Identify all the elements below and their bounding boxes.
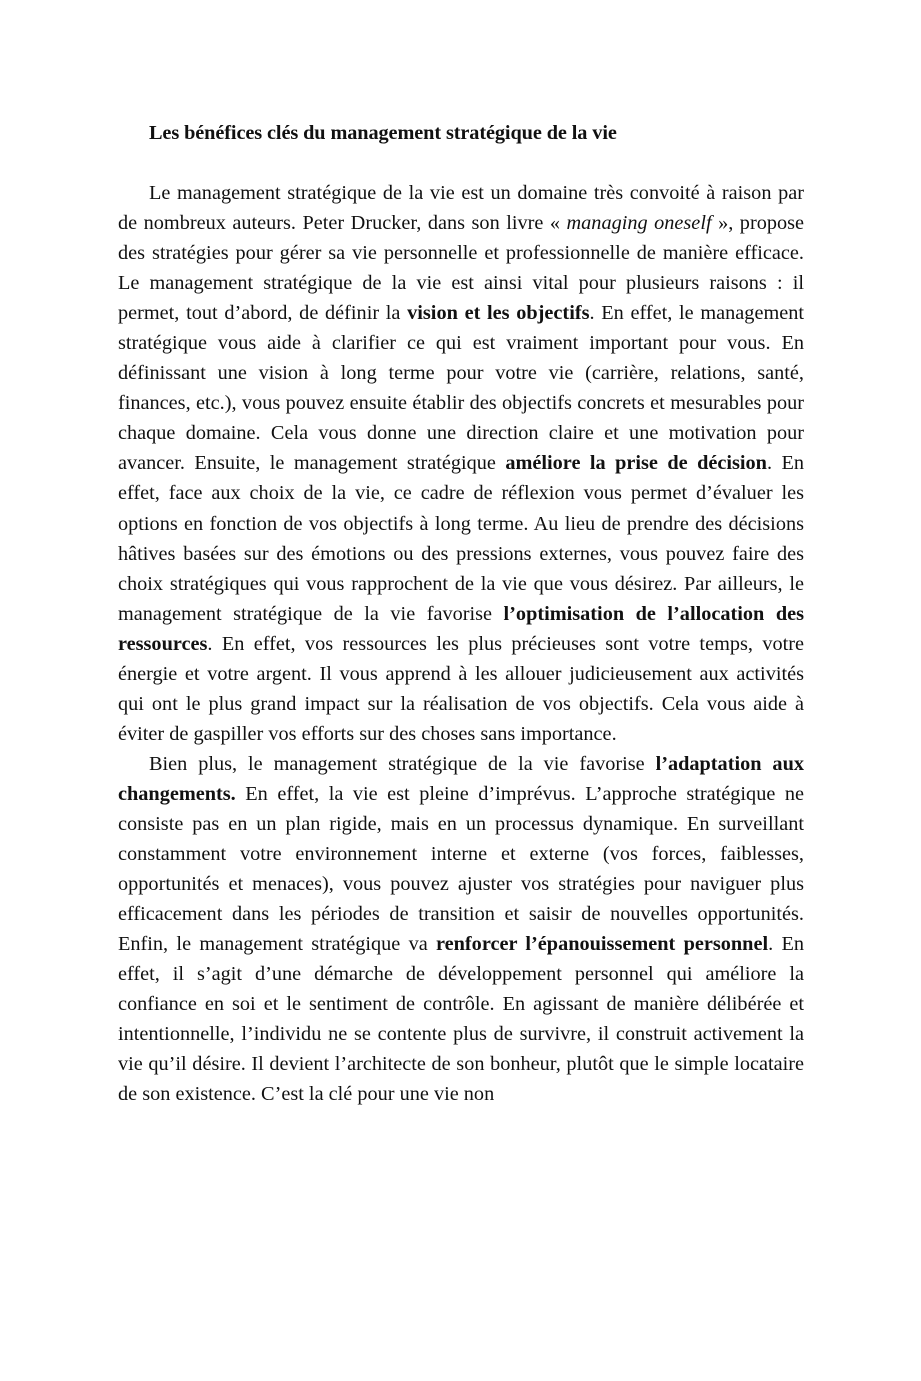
text-run: Le management stratégique de la vie est un domaine très convoité à raison par de nombreux auteurs. Peter Drucker, dans son livre «: [118, 182, 804, 235]
text-run: . En effet, il s’agit d’une démarche de développement personnel qui améliore la confiance en soi et le sentiment de contrôle. En agissant de manière délibérée et intentionnelle, l’individu ne se contente plus de survivre, il construit activement la vie qu’il désire. Il devient l’architecte de son bonheur, plutôt que le simple locataire de son existence. C’est la clé pour une vie non: [118, 933, 804, 1106]
paragraphs-container: [118, 178, 804, 1109]
paragraph-1: [118, 178, 804, 749]
text-run: . En effet, le management stratégique vous aide à clarifier ce qui est vraiment important pour vous. En définissant une vision à long terme pour votre vie (carrière, relations, santé, finances, etc.), vous pouvez ensuite établir des objectifs concrets et mesurables pour chaque domaine. Cela vous donne une direction claire et une motivation pour avancer. Ensuite, le management stratégique: [118, 302, 804, 475]
bold-phrase: l’optimisation de l’allocation des ressources: [118, 602, 804, 655]
italic-phrase: managing oneself: [566, 212, 712, 235]
text-run: », propose des stratégies pour gérer sa vie personnelle et professionnelle de manière efficace. Le management stratégique de la vie est ainsi vital pour plusieurs raisons : il permet, tout d’abord, de définir la: [118, 212, 805, 325]
bold-phrase: améliore la prise de décision: [505, 452, 767, 475]
text-run: En effet, la vie est pleine d’imprévus. L’approche stratégique ne consiste pas en un plan rigide, mais en un processus dynamique. En surveillant constamment votre environnement interne et externe (vos forces, faiblesses, opportunités et menaces), vous pouvez ajuster vos stratégies pour naviguer plus efficacement dans les périodes de transition et saisir de nouvelles opportunités. Enfin, le management stratégique va: [118, 782, 804, 956]
paragraph-2: [118, 749, 804, 1110]
text-run: . En effet, face aux choix de la vie, ce cadre de réflexion vous permet d’évaluer les options en fonction de vos objectifs à long terme. Au lieu de prendre des décisions hâtives basées sur des émotions ou des pressions externes, vous pouvez faire des choix stratégiques qui vous rapprochent de la vie que vous désirez. Par ailleurs, le management stratégique de la vie favorise: [118, 452, 804, 625]
document-body: [118, 118, 804, 1109]
bold-phrase: l’adaptation aux changements.: [118, 752, 804, 805]
bold-phrase: vision et les objectifs: [407, 302, 590, 325]
text-run: Bien plus, le management stratégique de la vie favorise: [149, 752, 656, 775]
text-run: . En effet, vos ressources les plus précieuses sont votre temps, votre énergie et votre argent. Il vous apprend à les allouer judicieusement aux activités qui ont le plus grand impact sur la réalisation de vos objectifs. Cela vous aide à éviter de gaspiller vos efforts sur des choses sans importance.: [118, 632, 804, 745]
section-title: Les bénéfices clés du management stratégique de la vie: [149, 122, 617, 144]
bold-phrase: renforcer l’épanouissement personnel: [436, 933, 769, 956]
